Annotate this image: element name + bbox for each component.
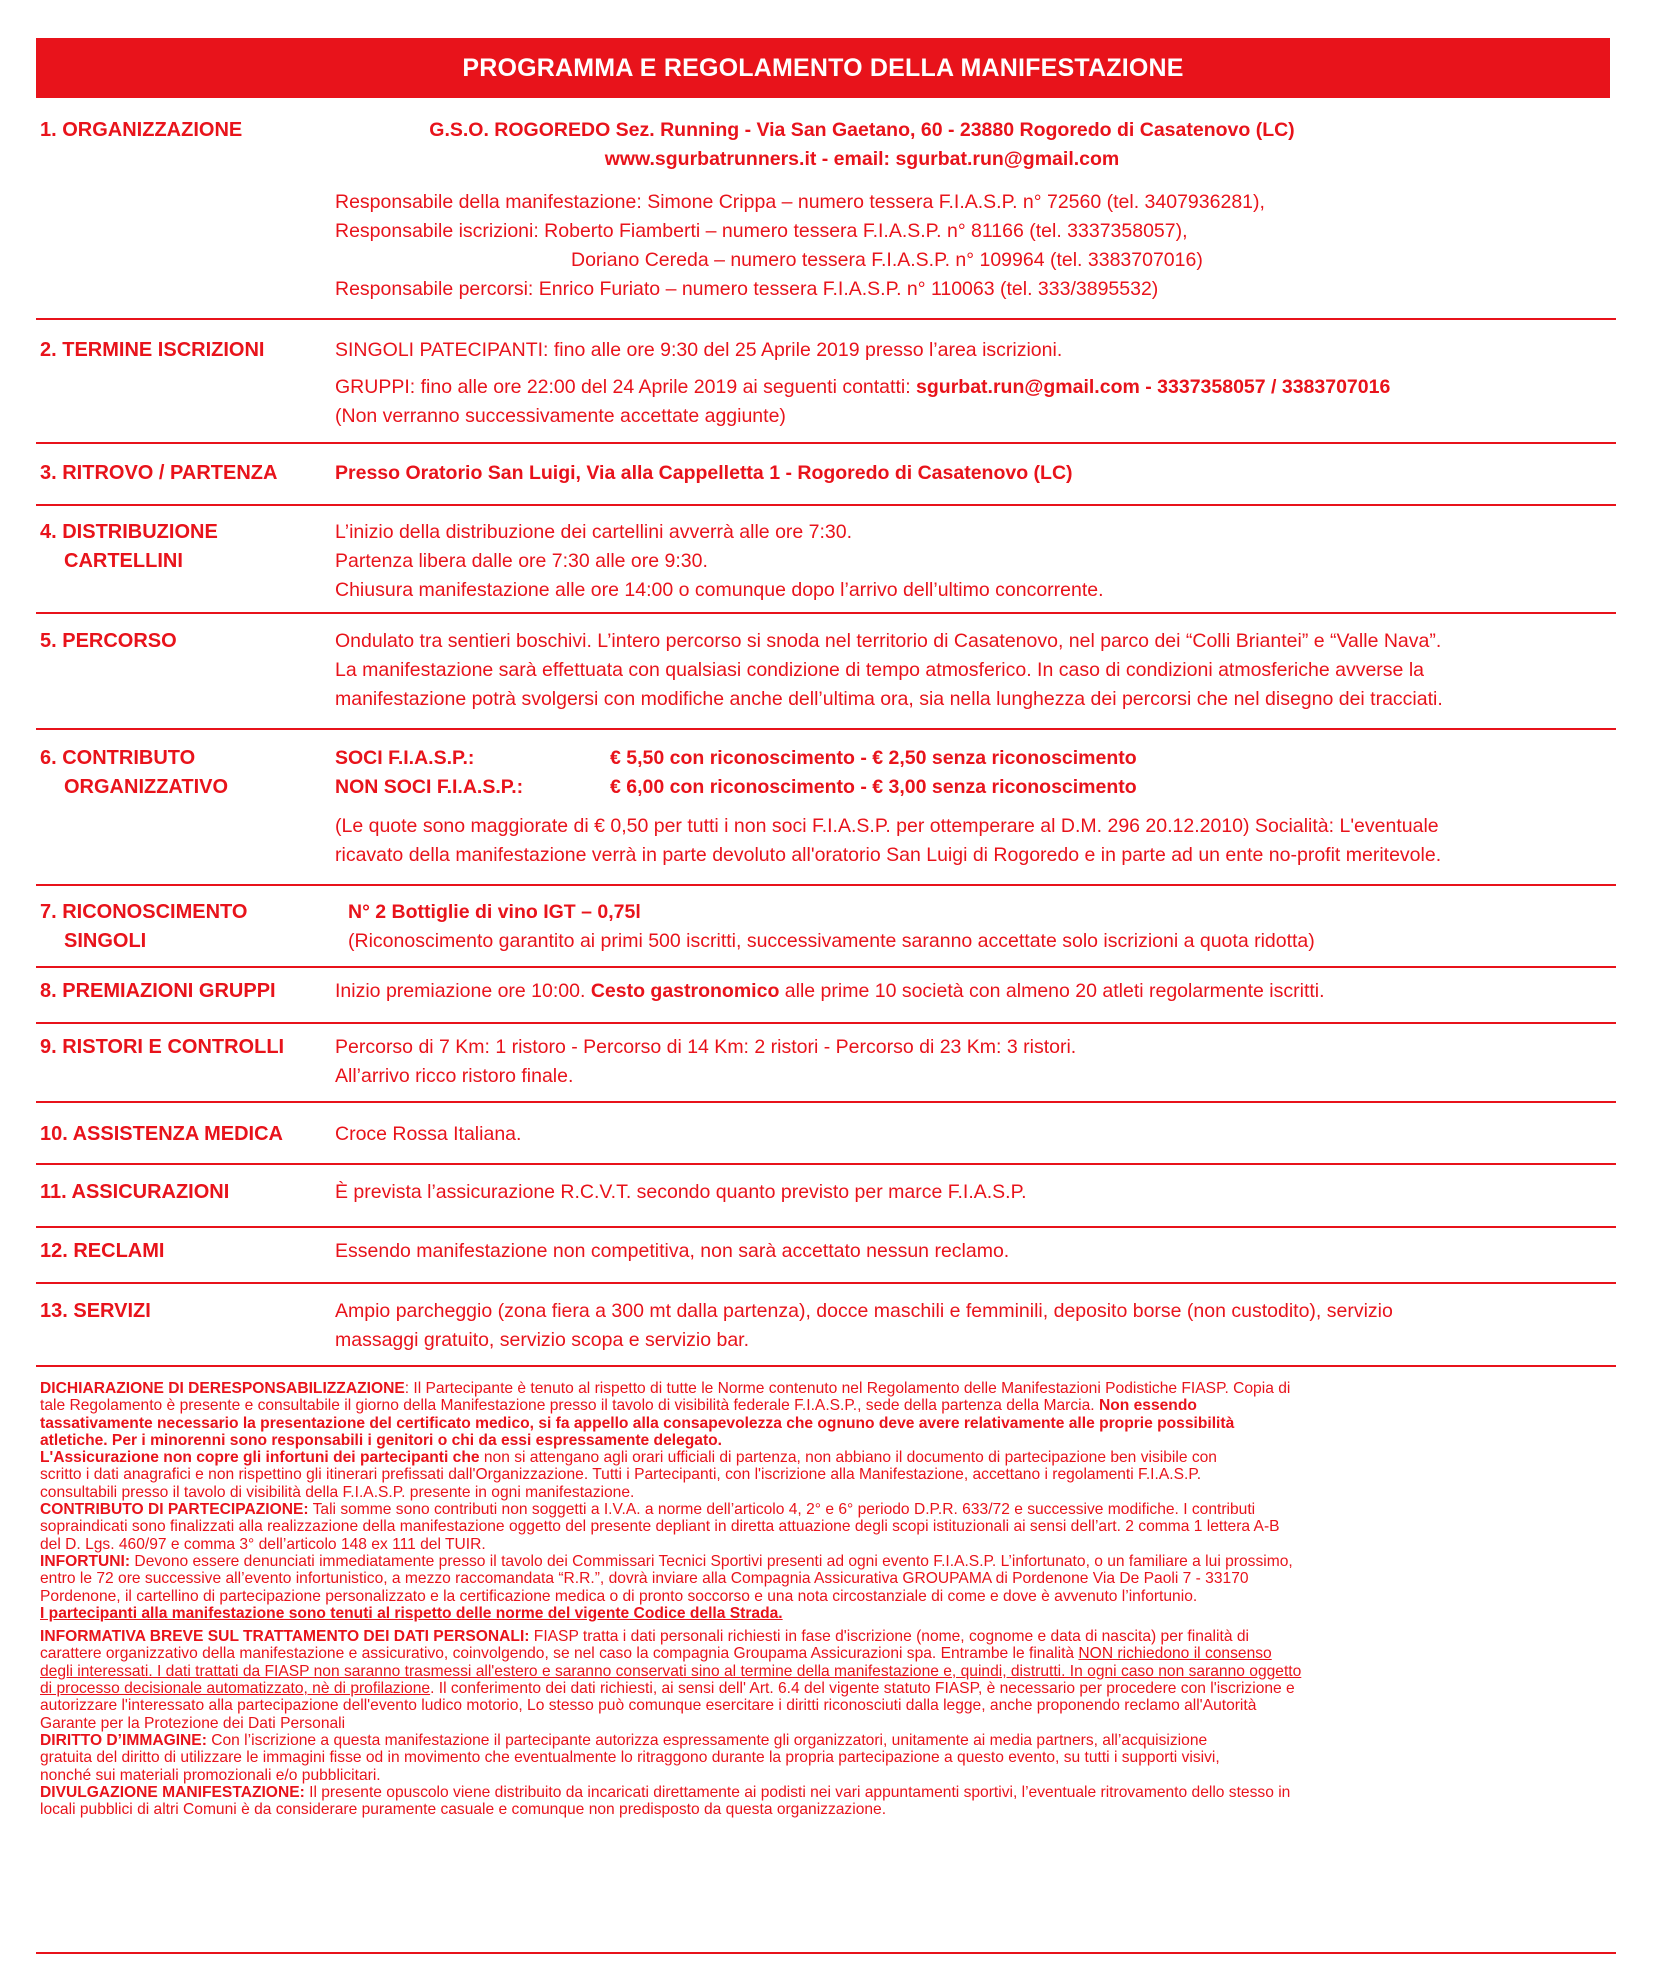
divider — [36, 1101, 1616, 1103]
responsabile-manifestazione: Responsabile della manifestazione: Simone Crippa – numero tessera F.I.A.S.P. n° 72560 (tel. 3407936281), — [335, 191, 1265, 213]
section-label: 4. DISTRIBUZIONE CARTELLINI — [40, 521, 218, 572]
section-label: 1. ORGANIZZAZIONE — [40, 119, 243, 141]
gruppi-note: (Non verranno successivamente accettate aggiunte) — [335, 405, 786, 427]
fee-non-soci — [335, 773, 1615, 802]
fee-value: € 5,50 con riconoscimento - € 2,50 senza riconoscimento — [610, 747, 1137, 769]
divider — [36, 884, 1616, 886]
section-content — [335, 518, 1615, 605]
section-content — [335, 1033, 1615, 1091]
disclaimer-line: DICHIARAZIONE DI DERESPONSABILIZZAZIONE: Il Partecipante è tenuto al rispetto di tutte le Norme contenuto nel Regolamento delle Manifestazioni Podistiche FIASP. Copia di — [40, 1380, 1291, 1397]
partenza-line: Partenza libera dalle ore 7:30 alle ore 9:30. — [335, 550, 708, 572]
section-label: 11. ASSICURAZIONI — [40, 1181, 230, 1203]
disclaimer-line: degli interessati. I dati trattati da FIASP non saranno trasmessi all'estero e saranno conservati sino al termine della manifestazione e, quindi, distrutti. In ogni caso non saranno oggetto — [40, 1662, 1302, 1680]
section-content — [335, 336, 1615, 431]
riconoscimento-text: N° 2 Bottiglie di vino IGT – 0,75l — [348, 901, 641, 923]
disclaimer-line: I partecipanti alla manifestazione sono tenuti al rispetto delle norme del vigente Codice della Strada. — [40, 1604, 783, 1622]
responsabile-percorsi: Responsabile percorsi: Enrico Furiato – numero tessera F.I.A.S.P. n° 110063 (tel. 333/3895532) — [335, 278, 1159, 300]
section-content — [335, 744, 1615, 870]
org-name: G.S.O. ROGOREDO Sez. Running - Via San Gaetano, 60 - 23880 Rogoredo di Casatenovo (LC) — [429, 119, 1295, 141]
section-label: 2. TERMINE ISCRIZIONI — [40, 339, 265, 361]
fee-note: (Le quote sono maggiorate di € 0,50 per tutti i non soci F.I.A.S.P. per ottemperare al D.M. 296 20.12.2010) Socialità: L'eventuale — [335, 815, 1439, 837]
disclaimer-line: del D. Lgs. 460/97 e comma 3° dell’articolo 148 ex 111 del TUIR. — [40, 1535, 486, 1553]
disclaimer-line: tassativamente necessario la presentazione del certificato medico, si fa appello alla consapevolezza che ognuno deve avere relativamente alle proprie possibilità — [40, 1414, 1235, 1432]
divider — [36, 728, 1616, 730]
servizi-line: Ampio parcheggio (zona fiera a 300 mt dalla partenza), docce maschili e femminili, deposito borse (non custodito), servizio — [335, 1300, 1393, 1322]
disclaimer-line: L'Assicurazione non copre gli infortuni dei partecipanti che non si attengano agli orari ufficiali di partenza, non abbiano il documento di partecipazione ben visibile con — [40, 1449, 1217, 1467]
disclaimer-line: autorizzare l'interessato alla partecipazione dell'evento ludico motorio, Lo stesso può comunque esercitare i diritti riconosciuti dalla legge, anche proponendo reclamo all'Autorità — [40, 1697, 1257, 1715]
ristori-line: Percorso di 7 Km: 1 ristoro - Percorso di 14 Km: 2 ristori - Percorso di 23 Km: 3 ristori. — [335, 1036, 1077, 1058]
disclaimer-line: carattere organizzativo della manifestazione e assicurativo, coinvolgendo, se nel caso la compagnia Groupama Assicurazioni spa. Entrambe le finalità NON richiedono il consenso — [40, 1645, 1272, 1663]
fee-soci — [335, 744, 1615, 773]
premiazioni-text: Inizio premiazione ore 10:00. Cesto gastronomico alle prime 10 società con almeno 20 atleti regolarmente iscritti. — [335, 980, 1325, 1002]
section-content — [335, 977, 1615, 1006]
gruppi-contacts: sgurbat.run@gmail.com - 3337358057 / 3383707016 — [916, 376, 1391, 398]
section-label: 12. RECLAMI — [40, 1240, 165, 1262]
distribuzione-line: L’inizio della distribuzione dei cartellini avverrà alle ore 7:30. — [335, 521, 853, 543]
section-content — [335, 459, 1615, 488]
disclaimer-line: consultabili presso il tavolo di visibilità della F.I.A.S.P. presente in ogni manifestazione. — [40, 1483, 635, 1501]
servizi-line: massaggi gratuito, servizio scopa e servizio bar. — [335, 1329, 750, 1351]
percorso-line: La manifestazione sarà effettuata con qualsiasi condizione di tempo atmosferico. In caso di condizioni atmosferiche avverse la — [335, 659, 1424, 681]
disclaimer-line: atletiche. Per i minorenni sono responsabili i genitori o chi da essi espressamente delegato. — [40, 1431, 722, 1449]
disclaimer-line: DIRITTO D’IMMAGINE: Con l’iscrizione a questa manifestazione il partecipante autorizza espressamente gli organizzatori, unitamente ai media partners, all’acquisizione — [40, 1731, 1208, 1749]
responsabile-iscrizioni: Responsabile iscrizioni: Roberto Fiamberti – numero tessera F.I.A.S.P. n° 81166 (tel. 3337358057), — [335, 220, 1188, 242]
section-content — [335, 1178, 1615, 1207]
divider — [36, 318, 1616, 320]
section-label: 5. PERCORSO — [40, 630, 177, 652]
disclaimer-line: scritto i dati anagrafici e non rispettino gli itinerari prefissati dall'Organizzazione. Tutti i Partecipanti, con l'iscrizione alla Manifestazione, accettano i regolamenti F.I.A.S.P. — [40, 1466, 1202, 1484]
section-content — [335, 627, 1615, 714]
section-content — [335, 1120, 1615, 1149]
riconoscimento-note: (Riconoscimento garantito ai primi 500 iscritti, successivamente saranno accettate solo iscrizioni a quota ridotta) — [348, 930, 1315, 952]
divider — [36, 1226, 1616, 1228]
singoli-text: SINGOLI PATECIPANTI: fino alle ore 9:30 del 25 Aprile 2019 presso l’area iscrizioni. — [335, 339, 1063, 361]
divider — [36, 1163, 1616, 1165]
gruppi-label: GRUPPI: fino alle ore 22:00 del 24 Aprile 2019 ai seguenti contatti: — [335, 376, 917, 398]
divider — [36, 612, 1616, 614]
section-label: 10. ASSISTENZA MEDICA — [40, 1123, 283, 1145]
disclaimer-line: locali pubblici di altri Comuni è da considerare puramente casuale e comunque non predisposto da questa organizzazione. — [40, 1801, 887, 1819]
section-content — [335, 1297, 1615, 1355]
section-label: 13. SERVIZI — [40, 1300, 151, 1322]
section-label: 6. CONTRIBUTO ORGANIZZATIVO — [40, 747, 229, 798]
responsabile-iscrizioni-2: Doriano Cereda – numero tessera F.I.A.S.P. n° 109964 (tel. 3383707016) — [571, 249, 1203, 271]
divider — [36, 1365, 1616, 1367]
fee-label: NON SOCI F.I.A.S.P.: — [335, 776, 524, 798]
section-label: 7. RICONOSCIMENTO SINGOLI — [40, 901, 248, 952]
divider — [36, 504, 1616, 506]
divider — [36, 1282, 1616, 1284]
assistenza-text: Croce Rossa Italiana. — [335, 1123, 522, 1145]
percorso-line: Ondulato tra sentieri boschivi. L’intero percorso si snoda nel territorio di Casatenovo, nel parco dei “Colli Briantei” e “Valle Nava”. — [335, 630, 1442, 652]
section-label: 8. PREMIAZIONI GRUPPI — [40, 980, 276, 1002]
disclaimer-line: INFORTUNI: Devono essere denunciati immediatamente presso il tavolo dei Commissari Tecnici Sportivi presenti ad ogni evento F.I.A.S.P. L’infortunato, o un familiare a lui prossimo, — [40, 1552, 1293, 1570]
disclaimer-line: sopraindicati sono finalizzati alla realizzazione della manifestazione oggetto del presente depliant in diretta attuazione degli scopi istituzionali ai sensi dell’art. 2 comma 1 lettera A-B — [40, 1518, 1280, 1536]
divider — [36, 442, 1616, 444]
divider — [36, 1952, 1616, 1954]
fee-label: SOCI F.I.A.S.P.: — [335, 747, 475, 769]
org-contacts: www.sgurbatrunners.it - email: sgurbat.run@gmail.com — [604, 148, 1120, 170]
fee-note: ricavato della manifestazione verrà in parte devoluto all'oratorio San Luigi di Rogoredo e in parte ad un ente no-profit meritevole. — [335, 844, 1442, 866]
disclaimer-line: Pordenone, il cartellino di partecipazione personalizzato e la certificazione medica o di pronto soccorso e una nota circostanziale di come e dove è avvenuto l’infortunio. — [40, 1587, 1198, 1605]
percorso-line: manifestazione potrà svolgersi con modifiche anche dell’ultima ora, sia nella lunghezza dei percorsi che nel disegno dei tracciati. — [335, 688, 1443, 710]
disclaimer-line: INFORMATIVA BREVE SUL TRATTAMENTO DEI DATI PERSONALI: FIASP tratta i dati personali richiesti in fase d'iscrizione (nome, cognome e data di nascita) per finalità di — [40, 1628, 1249, 1646]
disclaimer-line: Garante per la Protezione dei Dati Personali — [40, 1714, 346, 1732]
disclaimer-line: tale Regolamento è presente e consultabile il giorno della Manifestazione presso il tavolo di visibilità federale F.I.A.S.P., sede della partenza della Marcia. Non essendo — [40, 1397, 1197, 1415]
reclami-text: Essendo manifestazione non competitiva, non sarà accettato nessun reclamo. — [335, 1240, 1010, 1262]
disclaimer-line: di processo decisionale automatizzato, nè di profilazione. Il conferimento dei dati richiesti, ai sensi dell' Art. 6.4 del vigente statuto FIASP, è necessario per procedere con l'iscrizione e — [40, 1680, 1295, 1698]
disclaimer-block — [40, 1380, 1616, 1818]
disclaimer-line: nonché sui materiali promozionali e/o pubblicitari. — [40, 1766, 381, 1784]
disclaimer-line: gratuita del diritto di utilizzare le immagini fisse od in movimento che eventualmente lo ritraggono durante la propria partecipazione a questo evento, su tutti i supporti visivi, — [40, 1749, 1220, 1767]
divider — [36, 966, 1616, 968]
section-label: 9. RISTORI E CONTROLLI — [40, 1036, 285, 1058]
assicurazioni-text: È prevista l’assicurazione R.C.V.T. secondo quanto previsto per marce F.I.A.S.P. — [335, 1181, 1027, 1203]
section-content — [348, 898, 1628, 956]
section-content — [335, 116, 1615, 304]
section-content — [335, 1237, 1615, 1266]
fee-value: € 6,00 con riconoscimento - € 3,00 senza riconoscimento — [610, 776, 1137, 798]
chiusura-line: Chiusura manifestazione alle ore 14:00 o comunque dopo l’arrivo dell’ultimo concorrente. — [335, 579, 1104, 601]
page-title: PROGRAMMA E REGOLAMENTO DELLA MANIFESTAZIONE — [36, 38, 1610, 98]
disclaimer-line: entro le 72 ore successive all’evento infortunistico, a mezzo raccomandata “R.R.”, dovrà inviare alla Compagnia Assicurativa GROUPAMA di Pordenone Via De Paoli 7 - 33170 — [40, 1570, 1249, 1588]
ritrovo-text: Presso Oratorio San Luigi, Via alla Cappelletta 1 - Rogoredo di Casatenovo (LC) — [335, 462, 1073, 484]
ristori-line: All’arrivo ricco ristoro finale. — [335, 1065, 574, 1087]
disclaimer-line: DIVULGAZIONE MANIFESTAZIONE: Il presente opuscolo viene distribuito da incaricati direttamente ai podisti nei vari appuntamenti sportivi, l’eventuale ritrovamento dello stesso in — [40, 1783, 1291, 1801]
divider — [36, 1022, 1616, 1024]
section-label: 3. RITROVO / PARTENZA — [40, 462, 278, 484]
disclaimer-line: CONTRIBUTO DI PARTECIPAZIONE: Tali somme sono contributi non soggetti a I.V.A. a norme dell’articolo 4, 2° e 6° periodo D.P.R. 633/72 e successive modifiche. I contributi — [40, 1501, 1256, 1519]
gruppi-text — [335, 373, 1615, 402]
